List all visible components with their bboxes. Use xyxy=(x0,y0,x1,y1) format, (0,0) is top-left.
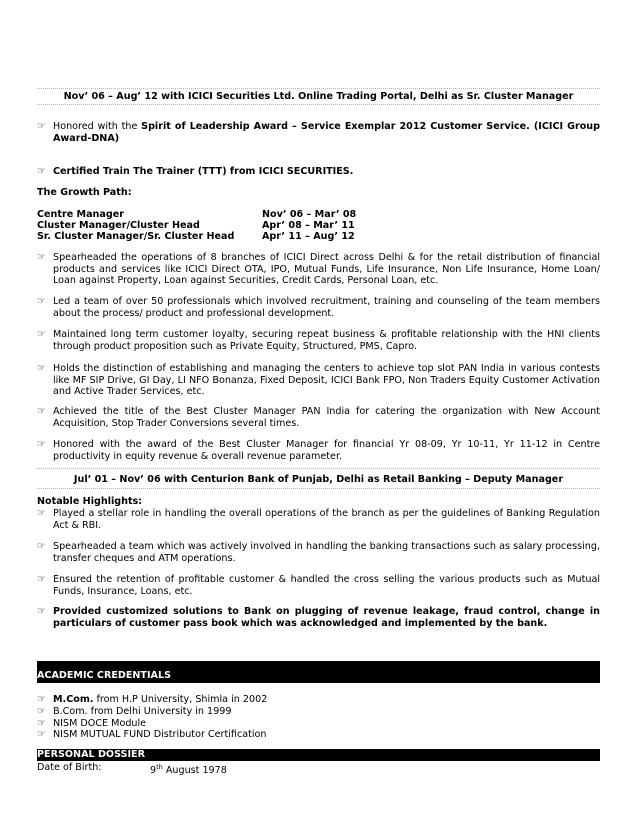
list-item xyxy=(37,508,600,531)
academic-heading-text: ACADEMIC CREDENTIALS xyxy=(37,670,171,682)
list-item xyxy=(37,296,600,319)
pointing-hand-icon: ☞ xyxy=(37,706,46,717)
award-name: Spirit of Leadership Award – Service Exemplar 2012 Customer Service. (ICICI Group Award-DNA) xyxy=(53,121,600,144)
role-name: Centre Manager xyxy=(37,209,124,220)
list-item-text: Honored with the award of the Best Cluster Manager for financial Yr 08-09, Yr 10-11, Yr 11-12 in Centre productivity in equity revenue & overall revenue parameter. xyxy=(53,439,600,462)
list-item xyxy=(37,541,600,564)
highlights-heading: Notable Highlights: xyxy=(37,496,143,507)
list-item-text: Maintained long term customer loyalty, securing repeat business & profitable relationship with the HNI clients through product proposition such as Private Equity, Structured, PMS, Capro. xyxy=(53,329,600,352)
list-item xyxy=(37,252,600,287)
certification-bullet xyxy=(37,166,600,178)
list-item-text: NISM MUTUAL FUND Distributor Certification xyxy=(53,729,267,740)
role-dates: Apr’ 08 – Mar’ 11 xyxy=(262,220,355,231)
pointing-hand-icon: ☞ xyxy=(37,694,46,705)
list-item-text: Holds the distinction of establishing and managing the centers to achieve top slot PAN India in various contests like MF SIP Drive, GI Day, LI NFO Bonanza, Fixed Deposit, ICICI Bank FPO, Non Traders Equity Customer Activation and Active Trader Services, etc. xyxy=(53,363,600,398)
pointing-hand-icon: ☞ xyxy=(37,574,46,585)
pointing-hand-icon: ☞ xyxy=(37,606,46,617)
list-item-text: Achieved the title of the Best Cluster Manager PAN India for catering the organization with New Account Acquisition, Stop Trader Conversions several times. xyxy=(53,406,600,429)
role-name: Cluster Manager/Cluster Head xyxy=(37,220,200,231)
list-item xyxy=(37,363,600,398)
dob-label: Date of Birth: xyxy=(37,762,102,773)
pointing-hand-icon: ☞ xyxy=(37,541,46,552)
dob-rest: August 1978 xyxy=(162,765,227,777)
list-item-text: NISM DOCE Module xyxy=(53,718,147,729)
role-dates: Nov’ 06 – Mar’ 08 xyxy=(262,209,357,220)
dob-row xyxy=(37,762,102,774)
list-item-text: Led a team of over 50 professionals which involved recruitment, training and counseling of the team members about the process/ product and professional development. xyxy=(53,296,600,319)
role-dates: Apr’ 11 – Aug’ 12 xyxy=(262,231,355,242)
list-item-text: Ensured the retention of profitable customer & handled the cross selling the various products such as Mutual Funds, Insurance, Loans, etc. xyxy=(53,574,600,597)
certification-text: Certified Train The Trainer (TTT) from ICICI SECURITIES. xyxy=(53,166,354,177)
pointing-hand-icon: ☞ xyxy=(37,296,46,307)
list-item xyxy=(37,694,600,706)
pointing-hand-icon: ☞ xyxy=(37,329,46,340)
list-item-text: Played a stellar role in handling the overall operations of the branch as per the guidelines of Banking Regulation Act & RBI. xyxy=(53,508,600,531)
list-item-text: Provided customized solutions to Bank on plugging of revenue leakage, fraud control, change in particulars of customer pass book which was acknowledged and implemented by the bank. xyxy=(53,606,600,629)
pointing-hand-icon: ☞ xyxy=(37,439,46,450)
dob-value xyxy=(150,762,227,777)
list-item xyxy=(37,718,600,730)
pointing-hand-icon: ☞ xyxy=(37,252,46,263)
degree-detail: from H.P University, Shimla in 2002 xyxy=(93,694,268,705)
divider xyxy=(37,488,600,489)
role-name: Sr. Cluster Manager/Sr. Cluster Head xyxy=(37,231,235,242)
pointing-hand-icon: ☞ xyxy=(37,729,46,740)
divider xyxy=(37,468,600,469)
job-title: Nov’ 06 – Aug’ 12 with ICICI Securities Ltd. Online Trading Portal, Delhi as Sr. Cluster Manager xyxy=(63,91,574,102)
pointing-hand-icon: ☞ xyxy=(37,121,46,132)
list-item xyxy=(37,329,600,352)
list-item xyxy=(37,706,600,718)
list-item xyxy=(37,606,600,629)
growth-path-heading: The Growth Path: xyxy=(37,187,132,198)
award-prefix: Honored with the xyxy=(53,121,142,132)
pointing-hand-icon: ☞ xyxy=(37,508,46,519)
dob-day: 9 xyxy=(150,765,157,777)
dob-suffix: th xyxy=(156,763,163,771)
list-item xyxy=(37,574,600,597)
personal-heading-text: PERSONAL DOSSIER xyxy=(37,749,145,760)
personal-section-heading xyxy=(37,749,600,761)
divider xyxy=(37,104,600,105)
list-item-text: B.Com. from Delhi University in 1999 xyxy=(53,706,232,717)
academic-section-heading xyxy=(37,661,600,683)
award-bullet xyxy=(37,121,600,144)
list-item xyxy=(37,729,600,741)
pointing-hand-icon: ☞ xyxy=(37,363,46,374)
list-item xyxy=(37,439,600,462)
list-item xyxy=(37,406,600,429)
pointing-hand-icon: ☞ xyxy=(37,406,46,417)
degree-name: M.Com. xyxy=(53,694,94,705)
list-item-text: Spearheaded a team which was actively involved in handling the banking transactions such as salary processing, transfer cheques and ATM operations. xyxy=(53,541,600,564)
pointing-hand-icon: ☞ xyxy=(37,166,46,177)
pointing-hand-icon: ☞ xyxy=(37,718,46,729)
job-title: Jul’ 01 – Nov’ 06 with Centurion Bank of Punjab, Delhi as Retail Banking – Deputy Manager xyxy=(73,474,564,485)
list-item-text: Spearheaded the operations of 8 branches of ICICI Direct across Delhi & for the retail distribution of financial products and services like ICICI Direct OTA, IPO, Mutual Funds, Life Insurance, Non Life Insurance, Home Loan/ Loan against Property, Loan against Securities, Credit Cards, Personal Loan, etc. xyxy=(53,252,600,287)
divider xyxy=(37,88,600,89)
